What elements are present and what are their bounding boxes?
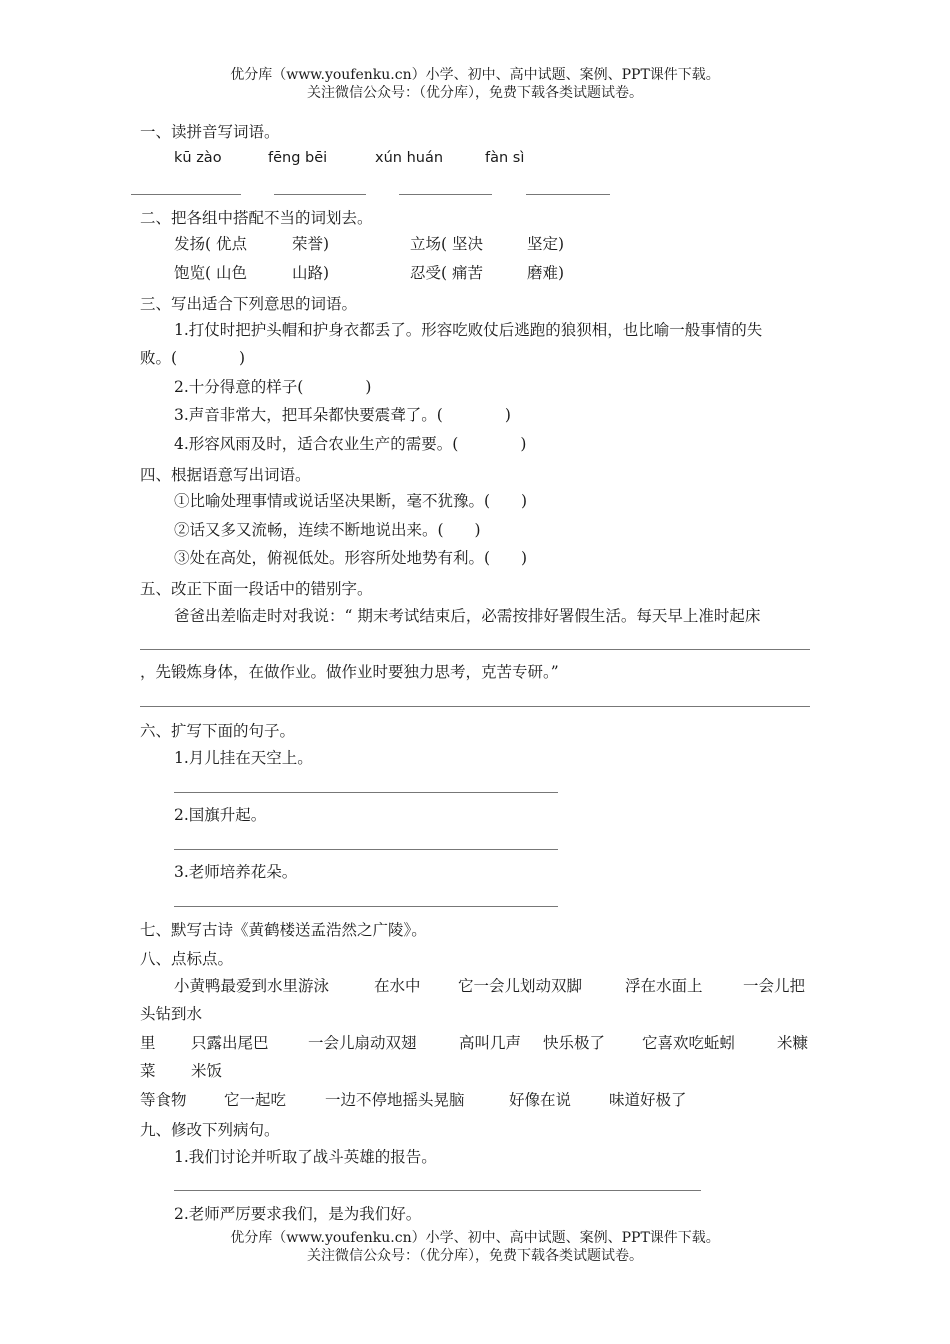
match-row-1-b: 荣誉)	[292, 235, 330, 253]
s5-answer-line-2[interactable]	[140, 706, 810, 707]
s8-fragment: 它一起吃	[224, 1091, 287, 1109]
s8-fragment: 它喜欢吃蚯蚓	[642, 1034, 736, 1052]
section-2-title: 二、把各组中搭配不当的词划去。	[140, 209, 373, 227]
s8-fragment: 米糠	[777, 1034, 809, 1052]
s3-item-1a: 1.打仗时把护头帽和护身衣都丢了。形容吃败仗后逃跑的狼狈相，也比喻一般事情的失	[174, 321, 763, 339]
footer-line-1: 优分库（www.youfenku.cn）小学、初中、高中试题、案例、PPT课件下载。	[230, 1230, 720, 1246]
match-row-1-d: 坚定)	[527, 235, 565, 253]
s8-fragment: 小黄鸭最爱到水里游泳	[174, 977, 330, 995]
section-8-title: 八、点标点。	[140, 950, 234, 968]
footer-line-2: 关注微信公众号：（优分库），免费下载各类试题试卷。	[307, 1248, 643, 1264]
s6-answer-line-3[interactable]	[174, 906, 558, 907]
s8-fragment: 菜	[140, 1062, 156, 1080]
header-line-1: 优分库（www.youfenku.cn）小学、初中、高中试题、案例、PPT课件下载。	[230, 67, 720, 83]
s8-fragment: 一会儿把	[743, 977, 806, 995]
s8-fragment: 快乐极了	[543, 1034, 606, 1052]
section-7-title: 七、默写古诗《黄鹤楼送孟浩然之广陵》。	[140, 921, 427, 939]
s9-answer-line-1[interactable]	[174, 1190, 701, 1191]
s5-answer-line-1[interactable]	[140, 649, 810, 650]
match-row-2-d: 磨难)	[527, 264, 565, 282]
section-9-title: 九、修改下列病句。	[140, 1121, 280, 1139]
s5-paragraph-2: ，先锻炼身体，在做作业。做作业时要独力思考，克苦专研。”	[140, 663, 559, 681]
s3-item-4: 4.形容风雨及时，适合农业生产的需要。( )	[174, 435, 527, 453]
pinyin-3: xún huán	[375, 150, 444, 166]
section-3-title: 三、写出适合下列意思的词语。	[140, 295, 358, 313]
s8-fragment: 一边不停地摇头晃脑	[325, 1091, 465, 1109]
match-row-2-a: 饱览( 山色	[174, 264, 247, 282]
answer-line-pinyin-4[interactable]	[526, 194, 610, 195]
s3-item-2: 2.十分得意的样子( )	[174, 378, 372, 396]
s6-answer-line-1[interactable]	[174, 792, 558, 793]
s8-fragment: 米饭	[191, 1062, 223, 1080]
s9-item-2: 2.老师严厉要求我们，是为我们好。	[174, 1205, 422, 1223]
s8-row-2: 头钻到水	[140, 1005, 203, 1023]
s4-item-2: ②话又多又流畅，连续不断地说出来。( )	[174, 521, 481, 539]
s6-answer-line-2[interactable]	[174, 849, 558, 850]
section-1-title: 一、读拼音写词语。	[140, 123, 280, 141]
match-row-1-c: 立场( 坚决	[410, 235, 483, 253]
s8-fragment: 味道好极了	[609, 1091, 687, 1109]
s8-fragment: 等食物	[140, 1091, 187, 1109]
pinyin-2: fēng bēi	[268, 150, 328, 166]
s5-paragraph-1: 爸爸出差临走时对我说：“ 期末考试结束后，必需按排好署假生活。每天早上准时起床	[174, 607, 761, 625]
s8-fragment: 好像在说	[509, 1091, 572, 1109]
s8-fragment: 高叫几声	[459, 1034, 522, 1052]
s8-fragment: 在水中	[374, 977, 421, 995]
section-6-title: 六、扩写下面的句子。	[140, 722, 296, 740]
s6-item-2: 2.国旗升起。	[174, 806, 267, 824]
s9-item-1: 1.我们讨论并听取了战斗英雄的报告。	[174, 1148, 437, 1166]
s8-fragment: 一会儿扇动双翅	[308, 1034, 417, 1052]
s6-item-1: 1.月儿挂在天空上。	[174, 749, 313, 767]
pinyin-1: kū zào	[174, 150, 222, 166]
s8-fragment: 它一会儿划动双脚	[458, 977, 583, 995]
s3-item-1b: 败。( )	[140, 349, 246, 367]
s4-item-1: ①比喻处理事情或说话坚决果断，毫不犹豫。( )	[174, 492, 528, 510]
header-line-2: 关注微信公众号：（优分库），免费下载各类试题试卷。	[307, 85, 643, 101]
pinyin-4: fàn sì	[485, 150, 525, 166]
answer-line-pinyin-1[interactable]	[131, 194, 241, 195]
s8-fragment: 只露出尾巴	[191, 1034, 269, 1052]
s8-fragment: 浮在水面上	[625, 977, 703, 995]
answer-line-pinyin-3[interactable]	[399, 194, 492, 195]
answer-line-pinyin-2[interactable]	[274, 194, 366, 195]
s6-item-3: 3.老师培养花朵。	[174, 863, 298, 881]
match-row-2-b: 山路)	[292, 264, 330, 282]
s3-item-3: 3.声音非常大，把耳朵都快要震聋了。( )	[174, 406, 511, 424]
s8-fragment: 里	[140, 1034, 156, 1052]
s4-item-3: ③处在高处，俯视低处。形容所处地势有利。( )	[174, 549, 528, 567]
match-row-1-a: 发扬( 优点	[174, 235, 247, 253]
match-row-2-c: 忍受( 痛苦	[410, 264, 483, 282]
section-5-title: 五、改正下面一段话中的错别字。	[140, 580, 373, 598]
section-4-title: 四、根据语意写出词语。	[140, 466, 311, 484]
